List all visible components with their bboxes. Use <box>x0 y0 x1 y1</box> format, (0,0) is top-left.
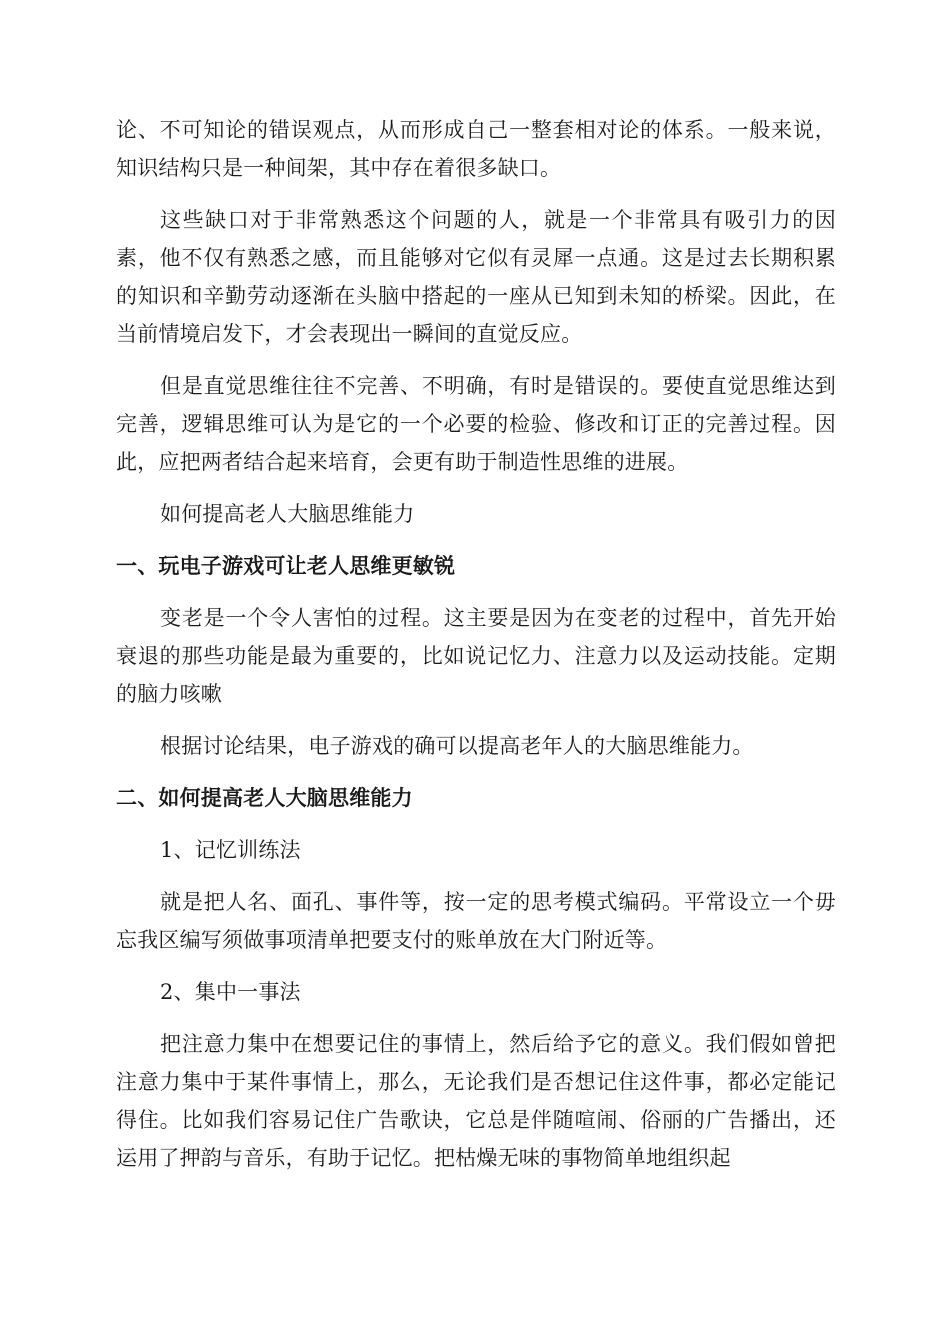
subheading-focus-method: 2、集中一事法 <box>160 980 301 1004</box>
section-heading-2: 二、如何提高老人大脑思维能力 <box>116 786 413 810</box>
paragraph-games-result: 根据讨论结果，电子游戏的确可以提高老年人的大脑思维能力。 <box>160 734 754 758</box>
subheading-memory-training: 1、记忆训练法 <box>160 838 301 862</box>
article-title: 如何提高老人大脑思维能力 <box>160 502 415 526</box>
paragraph-intuition-logic: 但是直觉思维往往不完善、不明确，有时是错误的。要使直觉思维达到完善，逻辑思维可认为是它的一个必要的检验、修改和订正的完善过程。因此，应把两者结合起来培育，会更有助于制造性思维的进展。 <box>116 374 836 474</box>
paragraph-knowledge-gaps: 这些缺口对于非常熟悉这个问题的人，就是一个非常具有吸引力的因素，他不仅有熟悉之感，而且能够对它似有灵犀一点通。这是过去长期积累的知识和辛勤劳动逐渐在头脑中搭起的一座从已知到未知的桥梁。因此，在当前情境启发下，才会表现出一瞬间的直觉反应。 <box>116 208 836 346</box>
paragraph-aging: 变老是一个令人害怕的过程。这主要是因为在变老的过程中，首先开始衰退的那些功能是最为重要的，比如说记忆力、注意力以及运动技能。定期的脑力咳嗽 <box>116 606 836 706</box>
paragraph-memory-training: 就是把人名、面孔、事件等，按一定的思考模式编码。平常设立一个毋忘我区编写须做事项清单把要支付的账单放在大门附近等。 <box>116 890 836 952</box>
document-body <box>116 111 836 1191</box>
section-heading-1: 一、玩电子游戏可让老人思维更敏锐 <box>116 554 456 578</box>
paragraph-focus-method: 把注意力集中在想要记住的事情上，然后给予它的意义。我们假如曾把注意力集中于某件事情上，那么，无论我们是否想记住这件事，都必定能记得住。比如我们容易记住广告歌诀，它总是伴随喧闹、俗丽的广告播出，还运用了押韵与音乐，有助于记忆。把枯燥无味的事物简单地组织起 <box>116 1032 836 1170</box>
paragraph-continuation: 论、不可知论的错误观点，从而形成自己一整套相对论的体系。一般来说，知识结构只是一种间架，其中存在着很多缺口。 <box>116 118 836 180</box>
